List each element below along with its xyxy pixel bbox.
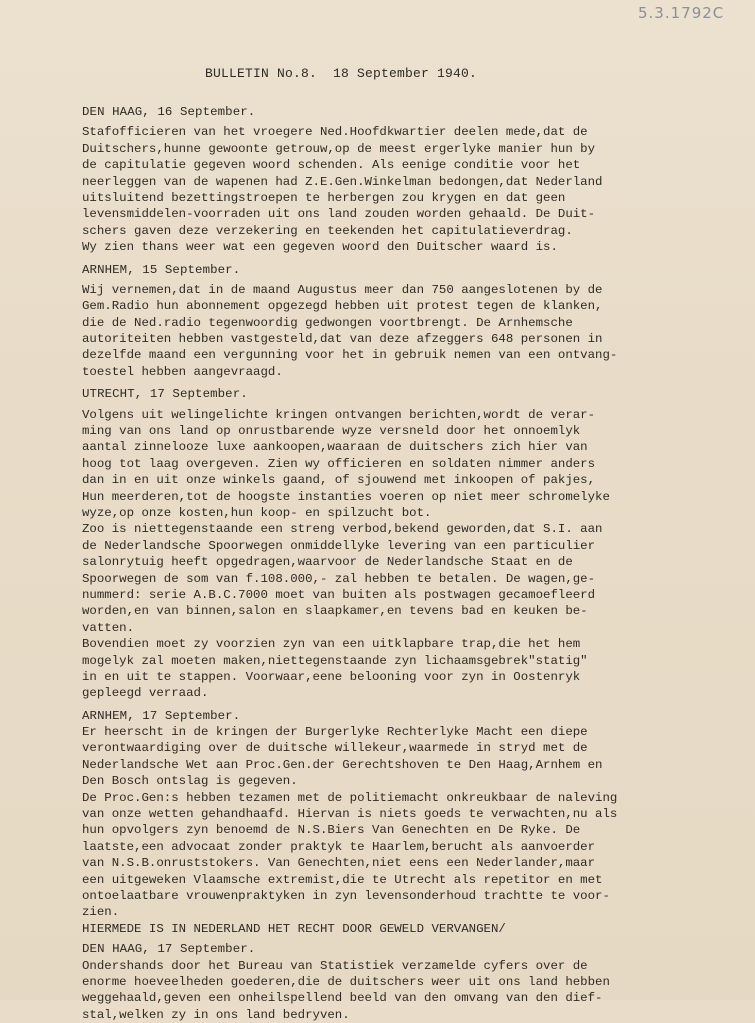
text-line: zien. xyxy=(82,905,120,920)
text-line: autoriteiten hebben vastgesteld,dat van deze afzeggers 648 personen in xyxy=(82,332,603,347)
text-line: Spoorwegen de som van f.108.000,- zal hebben te betalen. De wagen,ge- xyxy=(82,571,596,586)
text-line: toestel hebben aangevraagd. xyxy=(82,364,283,379)
text-line: mogelyk zal moeten maken,niettegenstaande zyn lichaamsgebrek"statig" xyxy=(82,653,588,668)
text-line: gepleegd verraad. xyxy=(82,686,209,701)
text-line: worden,en van binnen,salon en slaapkamer,en tevens bad en keuken be- xyxy=(82,604,588,619)
text-line: nummerd: serie A.B.C.7000 moet van buiten als postwagen gecamoefleerd xyxy=(82,587,596,602)
archive-reference-mark: 5.3.1792C xyxy=(638,4,725,22)
text-line: verontwaardiging over de duitsche willekeur,waarmede in stryd met de xyxy=(82,741,588,756)
text-line: Hun meerderen,tot de hoogste instanties voeren op niet meer schromelyke xyxy=(82,489,610,504)
text-line: Volgens uit welingelichte kringen ontvangen berichten,wordt de verar- xyxy=(82,407,596,422)
text-line: dan in en uit onze winkels gaand, of sjouwend met inkoopen of pakjes, xyxy=(82,473,596,488)
text-line: Nederlandsche Wet aan Proc.Gen.der Gerechtshoven te Den Haag,Arnhem en xyxy=(82,757,603,772)
text-line: de Nederlandsche Spoorwegen onmiddellyke levering van een particulier xyxy=(82,538,596,553)
text-line: van onze wetten gehandhaafd. Hiervan is niets goeds te verwachten,nu als xyxy=(82,807,618,822)
text-line: uitsluitend bezettingstroepen te herbergen zou krygen en dat geen xyxy=(82,190,566,205)
text-line: neerleggen van de wapenen had Z.E.Gen.Winkelman bedongen,dat Nederland xyxy=(82,174,603,189)
text-line: weggehaald,geven een onheilspellend beeld van den omvang van den dief- xyxy=(82,991,603,1006)
section-heading: ARNHEM, 15 September. xyxy=(82,262,241,277)
text-line: laatste,een advocaat zonder praktyk te Haarlem,berucht als aanvoerder xyxy=(82,839,596,854)
text-line: Gem.Radio hun abonnement opgezegd hebben uit protest tegen de klanken, xyxy=(82,299,603,314)
text-line: ming van ons land op onrustbarende wyze versneld door het onnoemlyk xyxy=(82,424,581,439)
text-line: levensmiddelen-voorraden uit ons land zouden worden gehaald. De Duit- xyxy=(82,207,596,222)
text-line: Er heerscht in de kringen der Burgerlyke Rechterlyke Macht een diepe xyxy=(82,725,588,740)
text-line: ontoelaatbare vrouwenpraktyken in zyn levensonderhoud trachtte te voor- xyxy=(82,888,610,903)
text-line: Stafofficieren van het vroegere Ned.Hoofdkwartier deelen mede,dat de xyxy=(82,125,588,140)
section-heading: ARNHEM, 17 September. xyxy=(82,708,241,723)
text-line: van N.S.B.onruststokers. Van Genechten,niet eens een Nederlander,maar xyxy=(82,856,596,871)
text-line: de capitulatie gegeven woord schenden. Als eenige conditie voor het xyxy=(82,158,581,173)
text-line: stal,welken zy in ons land bedryven. xyxy=(82,1007,350,1022)
section-heading: DEN HAAG, 16 September. xyxy=(82,105,256,119)
section-heading: UTRECHT, 17 September. xyxy=(82,387,248,402)
text-line-emphasis: HIERMEDE IS IN NEDERLAND HET RECHT DOOR GEWELD VERVANGEN/ xyxy=(82,921,506,936)
text-line: enorme hoeveelheden goederen,die de duitschers weer uit ons land hebben xyxy=(82,974,610,989)
text-line: Wij vernemen,dat in de maand Augustus meer dan 750 aangeslotenen by de xyxy=(82,282,603,297)
text-line: aantal zinnelooze luxe aankoopen,waaraan de duitschers zich hier van xyxy=(82,440,588,455)
text-line: De Proc.Gen:s hebben tezamen met de politiemacht onkreukbaar de naleving xyxy=(82,790,618,805)
text-line: een uitgeweken Vlaamsche extremist,die te Utrecht als repetitor en met xyxy=(82,872,603,887)
bulletin-body xyxy=(82,104,750,1023)
text-line: dezelfde maand een vergunning voor het in gebruik nemen van een ontvang- xyxy=(82,348,618,363)
text-line: Bovendien moet zy voorzien zyn van een uitklapbare trap,die het hem xyxy=(82,637,581,652)
text-line: Zoo is niettegenstaande een streng verbod,bekend geworden,dat S.I. aan xyxy=(82,522,603,537)
section-heading: DEN HAAG, 17 September. xyxy=(82,942,256,957)
text-line: die de Ned.radio tegenwoordig gedwongen voortbrengt. De Arnhemsche xyxy=(82,315,573,330)
text-line: hoog tot laag overgeven. Zien wy officieren en soldaten nimmer anders xyxy=(82,456,596,471)
text-line: vatten. xyxy=(82,620,135,635)
text-line: Wy zien thans weer wat een gegeven woord den Duitscher waard is. xyxy=(82,240,558,255)
bulletin-title: BULLETIN No.8. 18 September 1940. xyxy=(205,66,478,81)
text-line: schers gaven deze verzekering en teekenden het capitulatieverdrag. xyxy=(82,223,573,238)
text-line: wyze,op onze kosten,hun koop- en spilzucht bot. xyxy=(82,505,432,520)
text-line: in en uit te stappen. Voorwaar,eene belooning voor zyn in Oostenryk xyxy=(82,669,581,684)
text-line: Duitschers,hunne gewoonte getrouw,op de meest ergerlyke manier hun by xyxy=(82,141,596,156)
text-line: Den Bosch ontslag is gegeven. xyxy=(82,774,298,789)
text-line: Ondershands door het Bureau van Statistiek verzamelde cyfers over de xyxy=(82,958,588,973)
text-line: hun opvolgers zyn benoemd de N.S.Biers Van Genechten en De Ryke. De xyxy=(82,823,581,838)
text-line: salonrytuig heeft opgedragen,waarvoor de Nederlandsche Staat en de xyxy=(82,555,573,570)
